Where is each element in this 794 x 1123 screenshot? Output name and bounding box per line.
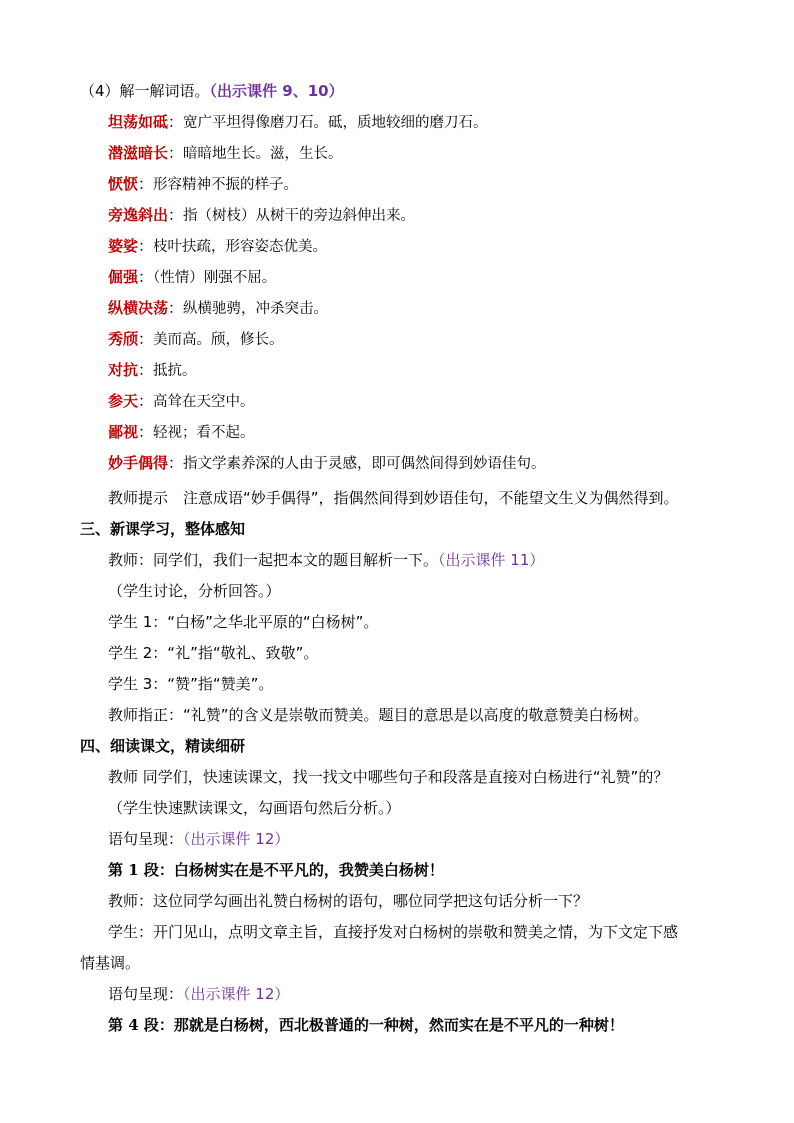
vocab-item — [108, 111, 488, 133]
vocab-definition: 指（树枝）从树干的旁边斜伸出来。 — [183, 208, 416, 224]
vocab-term: 潜滋暗长 — [108, 144, 169, 162]
present-label: 语句呈现： — [108, 985, 184, 1003]
vocab-separator: ： — [138, 268, 154, 286]
vocab-separator: ： — [168, 113, 184, 131]
vocab-definition: 形容精神不振的样子。 — [153, 177, 299, 193]
vocab-separator: ： — [168, 454, 184, 472]
courseware-link[interactable]: （出示课件 12） — [183, 830, 290, 848]
vocab-item — [108, 173, 298, 195]
vocab-item — [108, 452, 546, 474]
vocab-item — [108, 421, 255, 443]
section-4-heading: 四、细读课文，精读细研 — [80, 737, 246, 755]
vocab-term: 对抗 — [108, 361, 139, 379]
vocab-definition: 指文学素养深的人由于灵感，即可偶然间得到妙语佳句。 — [183, 456, 546, 472]
student-1-answer: 学生 1：“白杨”之华北平原的“白杨树”。 — [108, 613, 379, 631]
teacher-line-text: 教师：同学们，我们一起把本文的题目解析一下。 — [108, 551, 439, 569]
vocab-separator: ： — [168, 144, 184, 162]
courseware-link[interactable]: （出示课件 12） — [183, 985, 290, 1003]
vocab-item — [108, 297, 328, 319]
vocab-item — [108, 359, 197, 381]
vocab-separator: ： — [138, 237, 154, 255]
vocab-definition: 纵横驰骋，冲杀突击。 — [183, 301, 329, 317]
vocab-term: 坦荡如砥 — [108, 113, 169, 131]
vocab-item — [108, 204, 415, 226]
section-4-teacher-line: 教师 同学们，快速读课文，找一找文中哪些句子和段落是直接对白杨进行“礼赞”的？ — [108, 768, 669, 786]
vocab-term: 倔强 — [108, 268, 139, 286]
student-3-answer: 学生 3：“赞”指“赞美”。 — [108, 675, 274, 693]
vocab-heading — [80, 80, 344, 102]
vocab-separator: ： — [138, 175, 154, 193]
vocab-term: 秀颀 — [108, 330, 139, 348]
vocab-term: 参天 — [108, 392, 139, 410]
discussion-note: （学生讨论，分析回答。） — [108, 582, 281, 600]
vocab-item — [108, 328, 284, 350]
vocab-item — [108, 142, 343, 164]
present-label: 语句呈现： — [108, 830, 184, 848]
vocab-separator: ： — [138, 330, 154, 348]
vocab-separator: ： — [168, 299, 184, 317]
vocab-term: 纵横决荡 — [108, 299, 169, 317]
vocab-definition: 暗暗地生长。滋，生长。 — [183, 146, 343, 162]
vocab-term: 旁逸斜出 — [108, 206, 169, 224]
teacher-correction: 教师指正：“礼赞”的含义是崇敬而赞美。题目的意思是以高度的敬意赞美白杨树。 — [108, 706, 649, 724]
vocab-definition: 高耸在天空中。 — [153, 394, 255, 410]
vocab-separator: ： — [138, 392, 154, 410]
section-3-teacher-line — [108, 549, 544, 571]
silent-reading-note: （学生快速默读课文，勾画语句然后分析。） — [108, 799, 401, 817]
sentence-present-1 — [108, 828, 289, 850]
vocab-definition: 抵抗。 — [153, 363, 197, 379]
vocab-definition: 轻视；看不起。 — [153, 425, 255, 441]
student-analysis-line-2: 情基调。 — [80, 954, 141, 972]
vocab-definition: 美而高。颀，修长。 — [153, 332, 284, 348]
vocab-term: 婆娑 — [108, 237, 139, 255]
vocab-separator: ： — [138, 423, 154, 441]
courseware-link[interactable]: （出示课件 11） — [438, 551, 545, 569]
vocab-definition: （性情）刚强不屈。 — [153, 270, 277, 286]
paragraph-1-quote: 第 1 段：白杨树实在是不平凡的，我赞美白杨树！ — [108, 861, 444, 879]
paragraph-4-quote: 第 4 段：那就是白杨树，西北极普通的一种树，然而实在是不平凡的一种树！ — [108, 1016, 624, 1034]
student-2-answer: 学生 2：“礼”指“敬礼、致敬”。 — [108, 644, 319, 662]
vocab-item — [108, 266, 276, 288]
section-4-teacher-line-2: 教师：这位同学勾画出礼赞白杨树的语句，哪位同学把这句话分析一下？ — [108, 892, 589, 910]
vocab-definition: 宽广平坦得像磨刀石。砥，质地较细的磨刀石。 — [183, 115, 488, 131]
vocab-item — [108, 390, 255, 412]
sentence-present-2 — [108, 983, 289, 1005]
student-analysis-line-1: 学生：开门见山，点明文章主旨，直接抒发对白杨树的崇敬和赞美之情，为下文定下感 — [108, 923, 679, 941]
vocab-term: 鄙视 — [108, 423, 139, 441]
section-3-heading: 三、新课学习，整体感知 — [80, 520, 246, 538]
vocab-separator: ： — [168, 206, 184, 224]
vocab-term: 妙手偶得 — [108, 454, 169, 472]
vocab-item — [108, 235, 327, 257]
teacher-tip: 教师提示 注意成语“妙手偶得”，指偶然间得到妙语佳句，不能望文生义为偶然得到。 — [108, 489, 679, 507]
courseware-link[interactable]: （出示课件 9、10） — [209, 82, 344, 100]
vocab-separator: ： — [138, 361, 154, 379]
vocab-term: 恹恹 — [108, 175, 139, 193]
vocab-definition: 枝叶扶疏，形容姿态优美。 — [153, 239, 328, 255]
vocab-heading-text: （4）解一解词语。 — [80, 82, 210, 100]
